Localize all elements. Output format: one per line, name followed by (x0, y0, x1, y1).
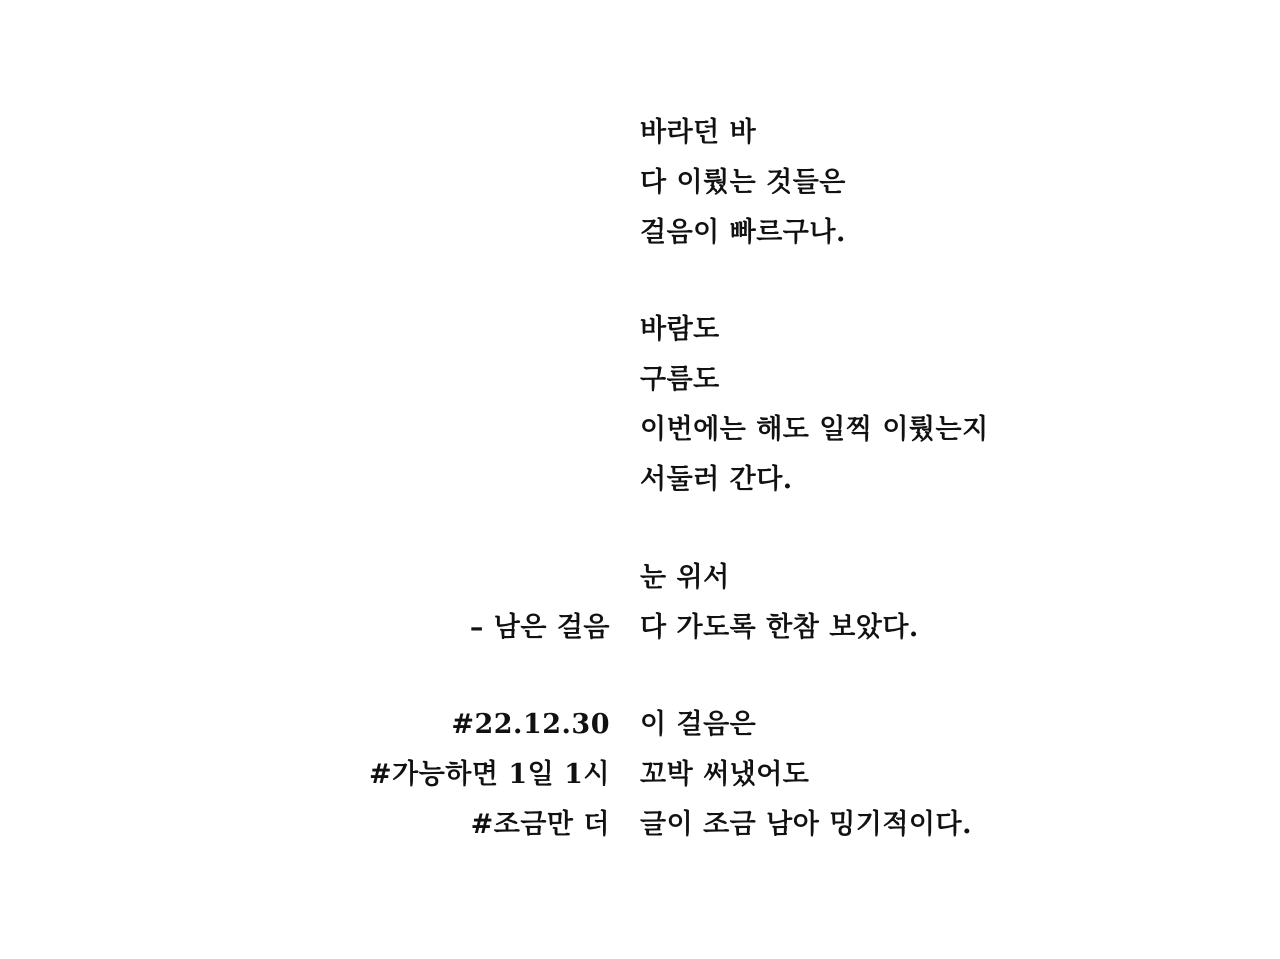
poem-line: 이번에는 해도 일찍 이뤘는지 (640, 414, 989, 445)
poem-line: 눈 위서 (640, 562, 730, 593)
poem-line: 구름도 (640, 364, 720, 395)
poem-line: 다 이뤘는 것들은 (640, 167, 846, 198)
poem-line: 바라던 바 (640, 117, 757, 148)
poem-line: 걸음이 빠르구나. (640, 217, 846, 248)
poem-line: 꼬박 써냈어도 (640, 759, 810, 790)
poem-line: 바람도 (640, 314, 720, 345)
poem-line: 서둘러 간다. (640, 464, 793, 495)
hashtag: #조금만 더 (470, 809, 610, 840)
poem-line: 다 가도록 한참 보았다. (640, 612, 919, 643)
poem-line: 글이 조금 남아 밍기적이다. (640, 809, 973, 840)
poem-line: 이 걸음은 (640, 709, 757, 740)
poem-title: – 남은 걸음 (469, 612, 610, 643)
hashtag: #가능하면 1일 1시 (369, 759, 610, 790)
date-tag: #22.12.30 (451, 709, 610, 740)
